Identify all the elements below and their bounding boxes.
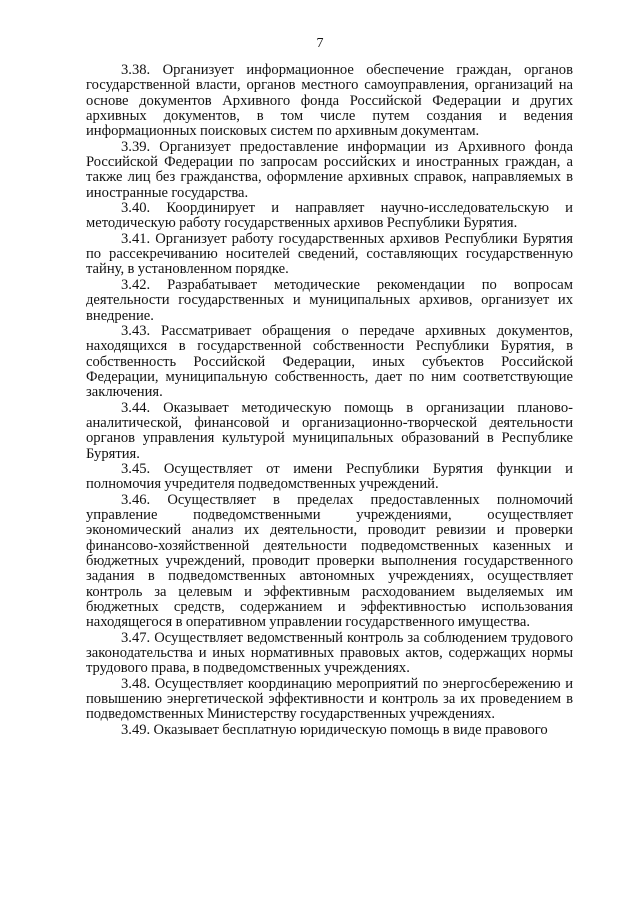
- paragraph-3-47: 3.47. Осуществляет ведомственный контроль за соблюдением трудового законодательства и иных нормативных правовых актов, содержащих нормы трудового права, в подведомственных учреждениях.: [86, 629, 573, 677]
- paragraph-3-38: 3.38. Организует информационное обеспечение граждан, органов государственной власти, органов местного самоуправления, организаций на основе документов Архивного фонда Российской Федерации и других архивных документов, в том числе путем создания и ведения информационных поисковых систем по архивным документам.: [86, 62, 573, 140]
- paragraph-3-40: 3.40. Координирует и направляет научно-исследовательскую и методическую работу государственных архивов Республики Бурятия.: [86, 200, 573, 232]
- paragraph-3-45: 3.45. Осуществляет от имени Республики Бурятия функции и полномочия учредителя подведомственных учреждений.: [86, 460, 573, 493]
- paragraph-3-43: 3.43. Рассматривает обращения о передаче архивных документов, находящихся в государственной собственности Республики Бурятия, в собственность Российской Федерации, иных субъектов Российской Федерации, муниципальную собственность, дает по ним соответствующие заключения.: [86, 322, 573, 401]
- paragraph-3-46: 3.46. Осуществляет в пределах предоставленных полномочий управление подведомственными учреждениями, осуществляет экономический анализ их деятельности, проводит ревизии и проверки финансово-хозяйственной деятельности подведомственных казенных и бюджетных учреждений, проводит проверки выполнения государственного задания в подведомственных автономных учреждениях, осуществляет контроль за целевым и эффективным расходованием выделяемых им бюджетных средств, содержанием и эффективностью использования находящегося в оперативном управлении государственного имущества.: [86, 491, 573, 631]
- paragraph-3-44: 3.44. Оказывает методическую помощь в организации планово-аналитической, финансовой и организационно-творческой деятельности органов управления культурой муниципальных образований в Республике Бурятия.: [86, 399, 573, 462]
- paragraph-3-39: 3.39. Организует предоставление информации из Архивного фонда Российской Федерации по запросам российских и иностранных граждан, а также лиц без гражданства, оформление архивных справок, направляемых в иностранные государства.: [86, 138, 573, 201]
- paragraph-3-41: 3.41. Организует работу государственных архивов Республики Бурятия по рассекречиванию носителей сведений, составляющих государственную тайну, в установленном порядке.: [86, 230, 573, 278]
- paragraph-3-48: 3.48. Осуществляет координацию мероприятий по энергосбережению и повышению энергетической эффективности и контроль за их проведением в подведомственных Министерству государственных учреждениях.: [86, 675, 573, 723]
- page-number: 7: [316, 36, 324, 51]
- paragraph-3-49: 3.49. Оказывает бесплатную юридическую помощь в виде правового: [121, 721, 548, 738]
- document-body: [86, 63, 573, 738]
- paragraph-3-42: 3.42. Разрабатывает методические рекомендации по вопросам деятельности государственных и муниципальных архивов, организует их внедрение.: [86, 276, 573, 324]
